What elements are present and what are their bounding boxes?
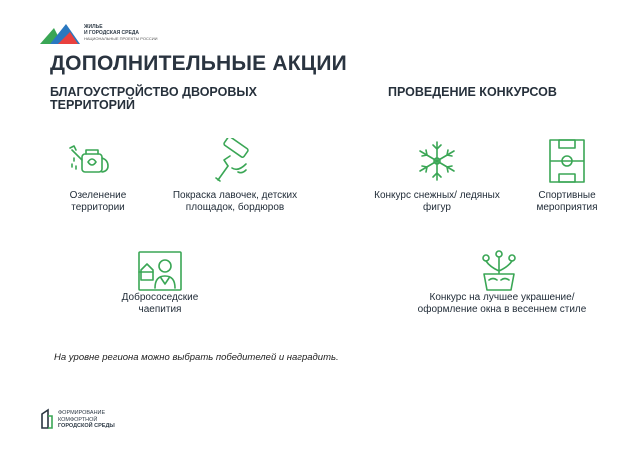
- brand-top-line2: И ГОРОДСКАЯ СРЕДА: [84, 30, 140, 36]
- flower-pot-icon: [476, 248, 522, 294]
- item-window-contest-label: Конкурс на лучшее украшение/ оформление окна в весеннем стиле: [417, 292, 587, 315]
- item-tea-party-label: Добрососедские чаепития: [121, 292, 199, 315]
- paint-roller-icon: [208, 138, 254, 184]
- watering-can-icon: [68, 138, 114, 184]
- comfort-city-logo: [40, 408, 190, 434]
- comfort-city-logo-icon: [40, 408, 54, 430]
- sports-field-icon: [544, 138, 590, 184]
- brand-bottom-line1: ФОРМИРОВАНИЕ: [58, 410, 106, 416]
- brand-top-line1: ЖИЛЬЕ: [84, 24, 103, 30]
- page-title: ДОПОЛНИТЕЛЬНЫЕ АКЦИИ: [50, 52, 347, 75]
- item-sports-label: Спортивные мероприятия: [536, 190, 598, 213]
- item-snow-contest-label: Конкурс снежных/ ледяных фигур: [374, 190, 500, 213]
- footnote: На уровне региона можно выбрать победителей и наградить.: [54, 352, 339, 363]
- brand-bottom-line2: КОМФОРТНОЙ: [58, 416, 98, 423]
- national-project-logo: [40, 20, 158, 50]
- item-greening-label: Озеленение территории: [69, 190, 127, 213]
- snowflake-icon: [414, 138, 460, 184]
- brand-top-line3: НАЦИОНАЛЬНЫЕ ПРОЕКТЫ РОССИИ: [84, 36, 158, 41]
- item-painting-label: Покраска лавочек, детских площадок, бордюров: [172, 190, 298, 213]
- right-section-heading: ПРОВЕДЕНИЕ КОНКУРСОВ: [388, 85, 557, 99]
- neighbor-house-icon: [137, 248, 183, 294]
- brand-bottom-line3: ГОРОДСКОЙ СРЕДЫ: [58, 423, 115, 429]
- national-project-logo-icon: [40, 22, 80, 44]
- left-section-heading: БЛАГОУСТРОЙСТВО ДВОРОВЫХ ТЕРРИТОРИЙ: [50, 85, 257, 112]
